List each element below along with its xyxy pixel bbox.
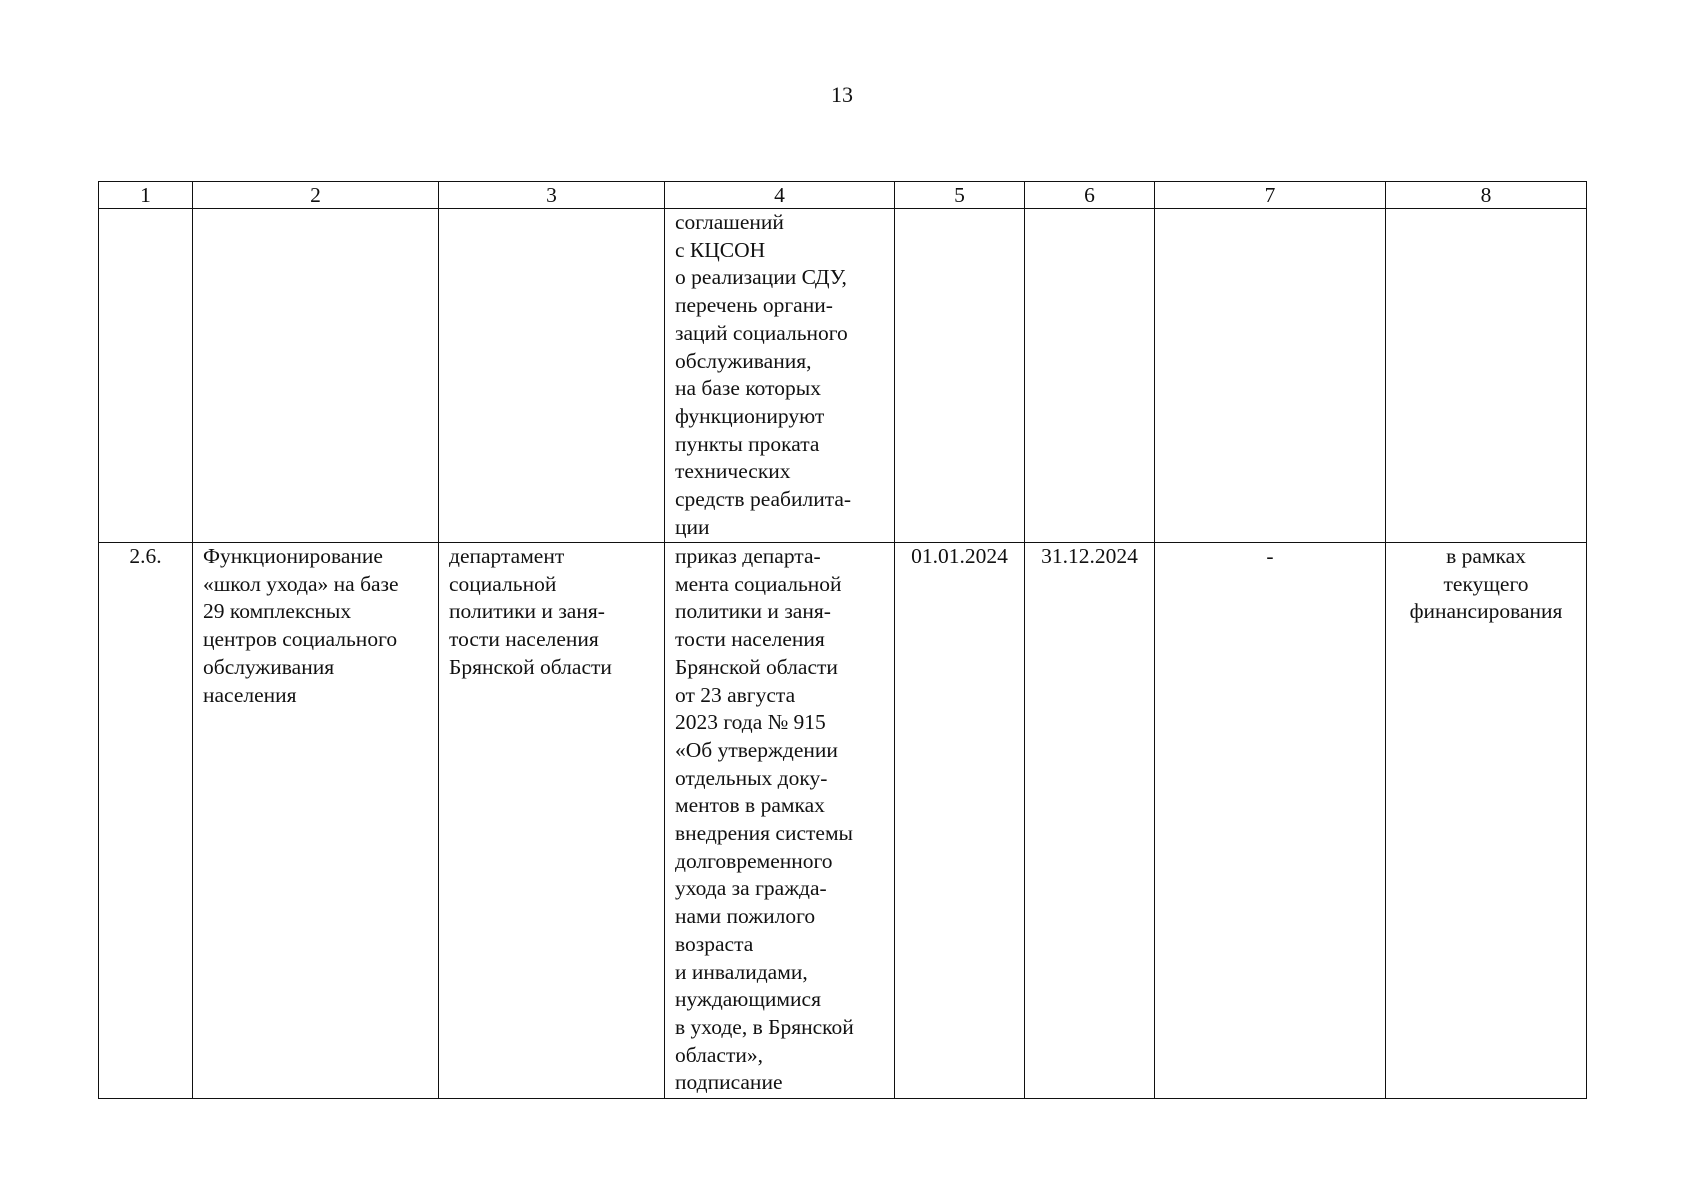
document-cell: соглашений с КЦСОН о реализации СДУ, перечень органи- заций социального обслуживания, на базе которых функционируют пункты проката технических средств реабилита- ции bbox=[665, 209, 895, 543]
column-header: 1 bbox=[99, 182, 193, 209]
column-header: 3 bbox=[439, 182, 665, 209]
row-number-cell bbox=[99, 209, 193, 543]
responsible-cell bbox=[439, 209, 665, 543]
measure-name-cell bbox=[193, 209, 439, 543]
table-row bbox=[99, 209, 1587, 543]
column-header: 5 bbox=[895, 182, 1025, 209]
end-date-cell bbox=[1025, 209, 1155, 543]
column-7-cell: - bbox=[1155, 543, 1386, 1099]
start-date-cell bbox=[895, 209, 1025, 543]
column-7-cell bbox=[1155, 209, 1386, 543]
column-number-row bbox=[99, 182, 1587, 209]
end-date-cell: 31.12.2024 bbox=[1025, 543, 1155, 1099]
column-header: 6 bbox=[1025, 182, 1155, 209]
document-cell: приказ департа- мента социальной политики и заня- тости населения Брянской области от 23 августа 2023 года № 915 «Об утверждении отдельных доку- ментов в рамках внедрения системы долговременного ухода за гражда- нами пожилого возраста и инвалидами, нуждающимися в уходе, в Брянской области», подписание bbox=[665, 543, 895, 1099]
start-date-cell: 01.01.2024 bbox=[895, 543, 1025, 1099]
measure-name-cell: Функционирование «школ ухода» на базе 29 комплексных центров социального обслуживания населения bbox=[193, 543, 439, 1099]
measures-table bbox=[98, 181, 1587, 1099]
column-header: 7 bbox=[1155, 182, 1386, 209]
column-header: 2 bbox=[193, 182, 439, 209]
responsible-cell: департамент социальной политики и заня- тости населения Брянской области bbox=[439, 543, 665, 1099]
column-header: 8 bbox=[1386, 182, 1587, 209]
financing-cell: в рамках текущего финансирования bbox=[1386, 543, 1587, 1099]
page-number: 13 bbox=[831, 82, 853, 107]
table-row bbox=[99, 543, 1587, 1099]
column-header: 4 bbox=[665, 182, 895, 209]
row-number-cell: 2.6. bbox=[99, 543, 193, 1099]
financing-cell bbox=[1386, 209, 1587, 543]
